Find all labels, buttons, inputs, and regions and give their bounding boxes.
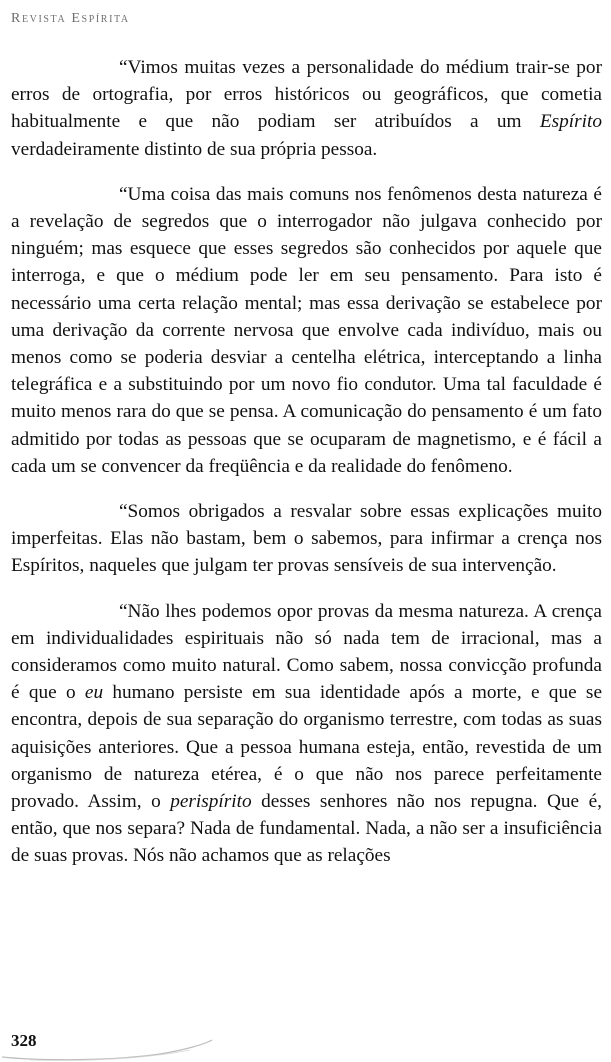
text-run: humano persiste em sua identidade após a morte, e que se encontra, depois de sua separação do organismo terrestre, com todas as suas aquisições anteriores. Que a pessoa humana esteja, então, revestida de um organismo de natureza etérea, é o que não nos parece perfeitamente provado. Assim, o xyxy=(11,682,602,813)
page-number: 328 xyxy=(11,1031,37,1050)
paragraph xyxy=(11,598,602,870)
text-run-italic: eu xyxy=(84,682,104,704)
text-run: “Vimos muitas vezes a personalidade do médium trair-se por erros de ortografia, por erros históricos ou geográficos, que cometia habitualmente e que não podiam ser atribuídos a um xyxy=(11,57,602,133)
text-run: desses senhores não nos repugna. Que é, então, que nos separa? Nada de fundamental. Nada, a não ser a insuficiência de suas provas. Nós não achamos que as relações xyxy=(11,791,602,867)
text-run-italic: Espírito xyxy=(539,111,602,133)
paragraph xyxy=(11,54,602,163)
text-run-italic: perispírito xyxy=(170,791,252,813)
text-run: “Uma coisa das mais comuns nos fenômenos desta natureza é a revelação de segredos que o interrogador não julgava conhecido por ninguém; mas esquece que esses segredos são conhecidos por aquele que interroga, e que o médium pode ler em seu pensamento. Para isto é necessário uma certa relação mental; mas essa derivação se estabelece por uma derivação da corrente nervosa que envolve cada indivíduo, mais ou menos como se poderia desviar a centelha elétrica, interceptando a linha telegráfica e a substituindo por um novo fio condutor. Uma tal faculdade é muito menos rara do que se pensa. A comunicação do pensamento é um fato admitido por todas as pessoas que se ocuparam de magnetismo, e é fácil a cada um se convencer da freqüência e da realidade do fenômeno. xyxy=(11,183,602,477)
running-head: Revista Espírita xyxy=(11,11,130,26)
paragraph xyxy=(11,498,602,580)
paragraph xyxy=(11,181,602,480)
text-run: “Não lhes podemos opor provas da mesma natureza. A crença em individualidades espirituais não só nada tem de irracional, mas a consideramos como muito natural. Como sabem, nossa convicção profunda é que o xyxy=(11,600,602,704)
text-run: verdadeiramente distinto de sua própria pessoa. xyxy=(11,138,378,160)
body-text xyxy=(11,54,602,888)
text-run: “Somos obrigados a resvalar sobre essas explicações muito imperfeitas. Elas não bastam, bem o sabemos, para infirmar a crença nos Espíritos, naqueles que julgam ter provas sensíveis de sua intervenção. xyxy=(11,501,602,577)
